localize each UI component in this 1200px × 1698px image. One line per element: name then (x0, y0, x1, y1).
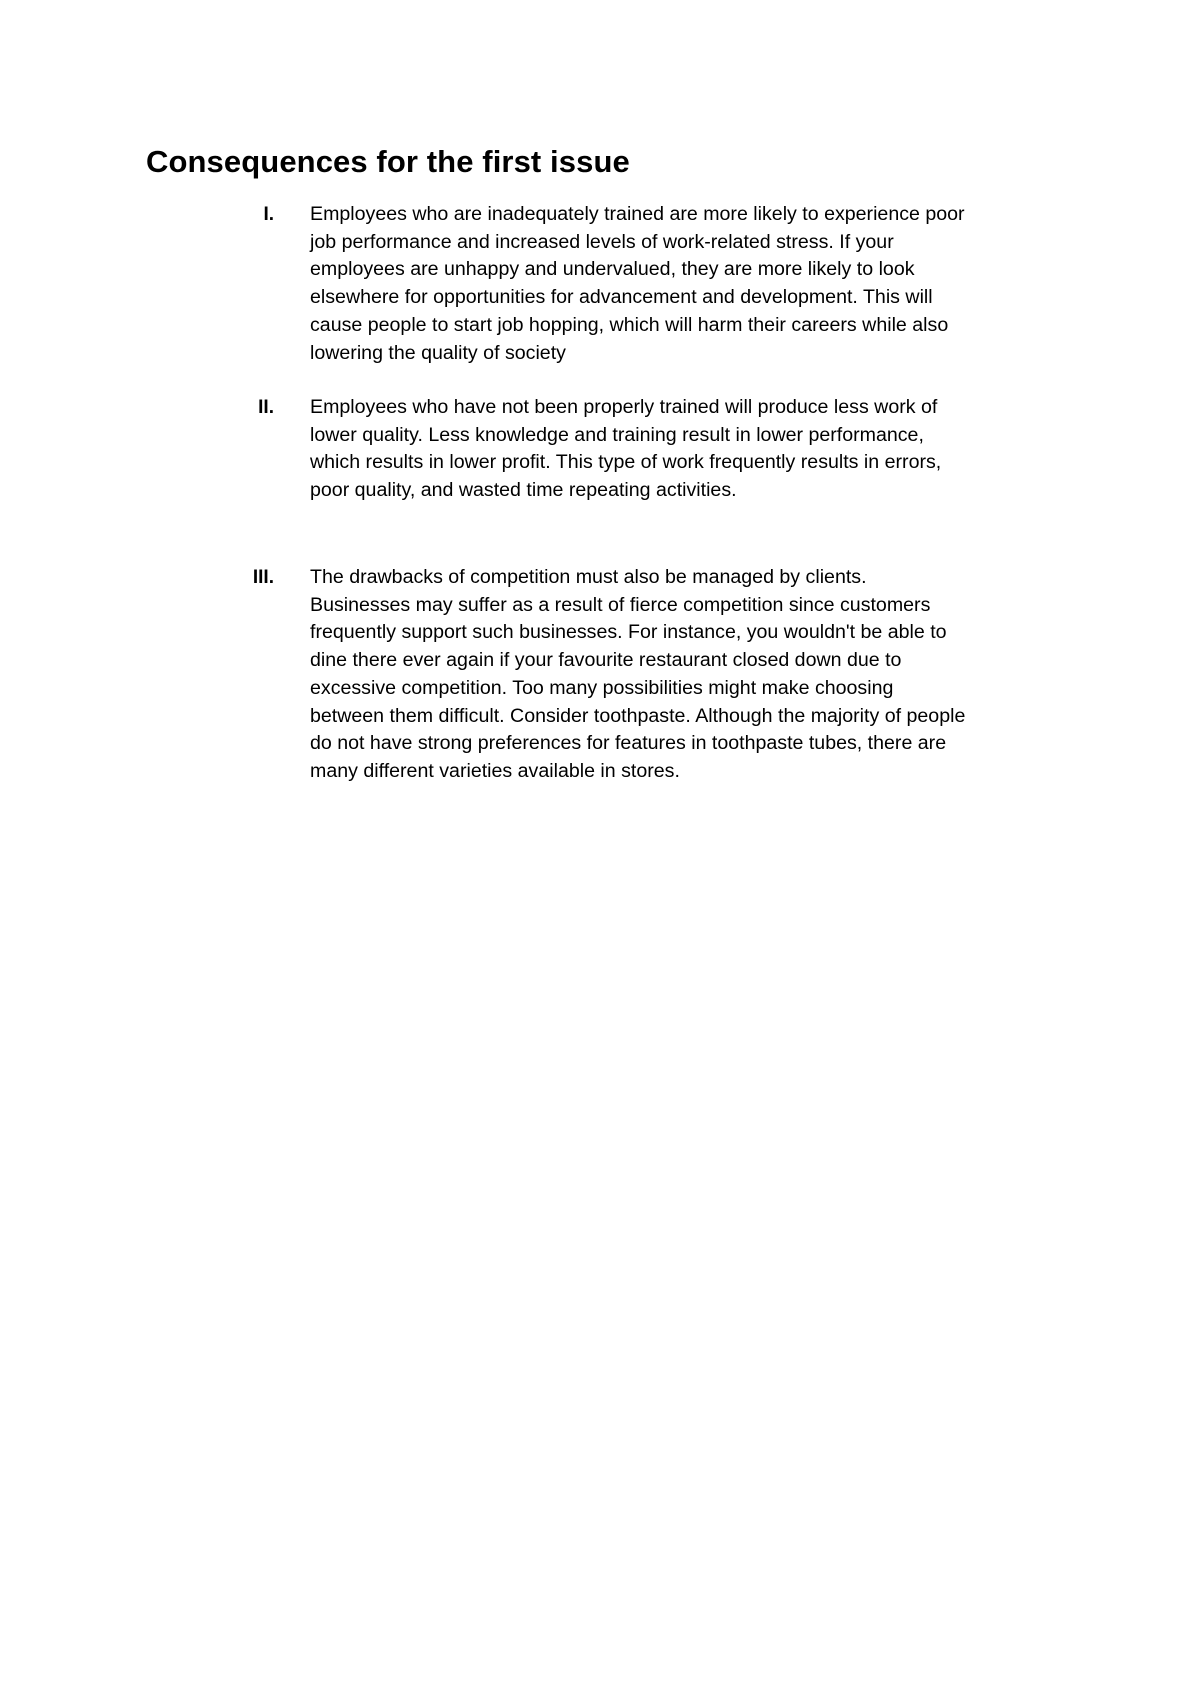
list-item-text (310, 201, 1060, 367)
text-line: dine there ever again if your favourite restaurant closed down due to (310, 649, 902, 672)
page-title: Consequences for the first issue (146, 144, 630, 179)
text-line: job performance and increased levels of work-related stress. If your (310, 230, 894, 253)
text-line: excessive competition. Too many possibilities might make choosing (310, 676, 894, 699)
text-line: employees are unhappy and undervalued, they are more likely to look (310, 258, 915, 281)
text-line: between them difficult. Consider toothpaste. Although the majority of people (310, 704, 966, 727)
text-line: Employees who have not been properly trained will produce less work of (310, 396, 938, 418)
text-line: cause people to start job hopping, which will harm their careers while also (310, 313, 949, 336)
list-item-text (310, 564, 1060, 786)
list-item-text (310, 394, 1060, 505)
text-line: Businesses may suffer as a result of fierce competition since customers (310, 593, 931, 616)
text-line: do not have strong preferences for features in toothpaste tubes, there are (310, 732, 947, 755)
text-line: Employees who are inadequately trained are more likely to experience poor (310, 203, 965, 225)
text-line: frequently support such businesses. For instance, you wouldn't be able to (310, 621, 947, 644)
text-line: which results in lower profit. This type of work frequently results in errors, (310, 451, 942, 474)
text-line: The drawbacks of competition must also be managed by clients. (310, 566, 867, 588)
text-line: poor quality, and wasted time repeating activities. (310, 479, 737, 502)
list-numeral: I. (263, 204, 274, 225)
list-numeral: III. (252, 567, 274, 588)
text-line: lower quality. Less knowledge and training result in lower performance, (310, 423, 924, 446)
text-line: elsewhere for opportunities for advancement and development. This will (310, 286, 933, 309)
text-line: lowering the quality of society (310, 341, 566, 364)
list-numeral: II. (258, 397, 274, 418)
text-line: many different varieties available in stores. (310, 759, 680, 782)
